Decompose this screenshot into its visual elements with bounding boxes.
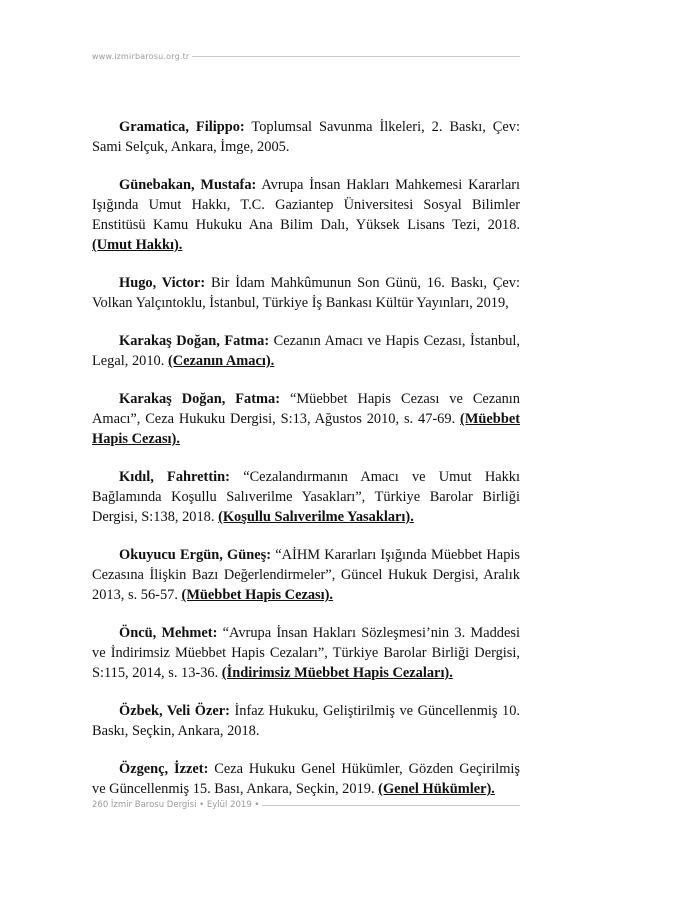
entry-short-title: (Umut Hakkı). [92,237,183,253]
entry-short-title: (Müebbet Hapis Cezası). [181,587,334,603]
entry-short-title: (Cezanın Amacı). [167,353,275,369]
entry-author: Özbek, Veli Özer: [119,703,230,719]
bibliography-entry [92,759,520,799]
page-footer [92,800,520,810]
entry-short-title: (Müebbet Hapis Cezası). [92,411,520,447]
entry-text: Bir İdam Mahkûmunun Son Günü, 16. Baskı, Çev: Volkan Yalçıntoklu, İstanbul, Türkiye İş Bankası Kültür Yayınları, 2019, [92,275,521,311]
entry-text: Cezanın Amacı ve Hapis Cezası, İstanbul, Legal, 2010. [92,333,520,369]
entry-author: Günebakan, Mustafa: [119,177,257,193]
entry-text: “Müebbet Hapis Cezası ve Cezanın Amacı”, Ceza Hukuku Dergisi, S:13, Ağustos 2010, s. 47-69. [92,391,520,427]
header-url: www.izmirbarosu.org.tr [92,52,190,61]
bibliography-entry [92,331,520,371]
entry-text: Avrupa İnsan Hakları Mahkemesi Kararları Işığında Umut Hakkı, T.C. Gaziantep Üniversitesi Sosyal Bilimler Enstitüsü Kamu Hukuku Ana Bilim Dalı, Yüksek Lisans Tezi, 2018. [92,177,521,233]
entry-text: Toplumsal Savunma İlkeleri, 2. Baskı, Çev: Sami Selçuk, Ankara, İmge, 2005. [92,119,520,155]
entry-author: Karakaş Doğan, Fatma: [119,391,281,407]
entry-short-title: (Genel Hükümler). [378,781,495,797]
footer-rule [262,805,520,806]
entry-author: Okuyucu Ergün, Güneş: [119,547,272,563]
entry-author: Gramatica, Filippo: [119,119,245,135]
entry-text: “Avrupa İnsan Hakları Sözleşmesi’nin 3. Maddesi ve İndirimsiz Müebbet Hapis Cezaları”, Türkiye Barolar Birliği Dergisi, S:115, 2014, s. 13-36. [92,625,520,681]
bibliography-entry [92,467,520,527]
bibliography-entry [92,273,520,313]
entry-author: Kıdıl, Fahrettin: [119,469,230,485]
bibliography-entry [92,545,520,605]
bibliography-entry [92,117,520,157]
footer-text: 260 İzmir Barosu Dergisi • Eylül 2019 • [92,800,260,810]
entry-text: İnfaz Hukuku, Geliştirilmiş ve Güncellenmiş 10. Baskı, Seçkin, Ankara, 2018. [92,703,521,739]
bibliography-entry [92,389,520,449]
entry-text: Ceza Hukuku Genel Hükümler, Gözden Geçirilmiş ve Güncellenmiş 15. Bası, Ankara, Seçkin, 2019. [92,761,520,797]
entry-author: Özgenç, İzzet: [119,761,209,777]
entry-text: “Cezalandırmanın Amacı ve Umut Hakkı Bağlamında Koşullu Salıverilme Yasakları”, Türkiye Barolar Birliği Dergisi, S:138, 2018. [92,469,520,525]
bibliography-list [92,117,520,817]
page-header [92,52,520,61]
entry-text: “AİHM Kararları Işığında Müebbet Hapis Cezasına İlişkin Bazı Değerlendirmeler”, Güncel Hukuk Dergisi, Aralık 2013, s. 56-57. [92,547,520,603]
header-rule [192,56,520,57]
bibliography-entry [92,623,520,683]
bibliography-entry [92,701,520,741]
entry-short-title: (Koşullu Salıverilme Yasakları). [218,509,414,525]
entry-author: Karakaş Doğan, Fatma: [119,333,270,349]
entry-short-title: (İndirimsiz Müebbet Hapis Cezaları). [221,665,453,681]
entry-author: Öncü, Mehmet: [119,625,218,641]
entry-author: Hugo, Victor: [119,275,206,291]
bibliography-entry [92,175,520,255]
